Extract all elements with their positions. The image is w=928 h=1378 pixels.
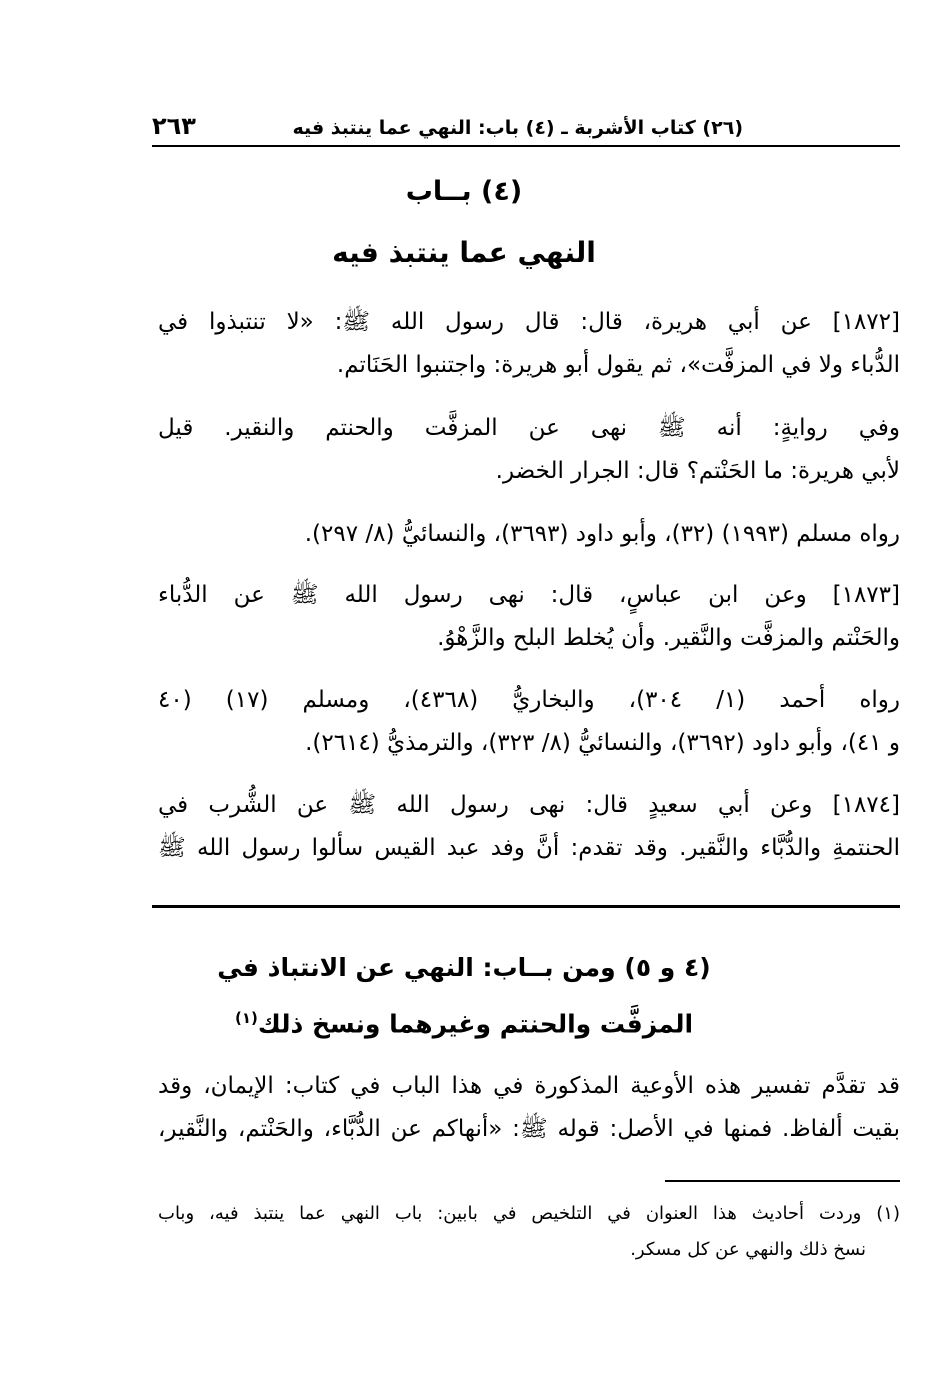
hadith-1873-line-2: والحَنْتم والمزفَّت والنَّقير. وأن يُخلط البلح والزَّهْوُ. <box>437 625 900 651</box>
footnote-reference: (١) <box>234 1009 258 1027</box>
hadith-1873-source-line-1: رواه أحمد (١/ ٣٠٤)، والبخاريُّ (٤٣٦٨)، ومسلم (١٧) (٤٠ <box>158 687 900 713</box>
commentary-heading-text: المزفَّت والحنتم وغيرهما ونسخ ذلك <box>257 1009 694 1039</box>
footnote-line-1: (١) وردت أحاديث هذا العنوان في التلخيص في بابين: باب النهي عما ينتبذ فيه، وباب <box>158 1203 900 1224</box>
commentary-line-1: قد تقدَّم تفسير هذه الأوعية المذكورة في هذا الباب في كتاب: الإيمان، وقد <box>158 1073 900 1099</box>
footnote-rule <box>665 1180 900 1182</box>
page-number: ٢٦٣ <box>152 112 196 140</box>
hadith-1872-variant-line-1: وفي روايةٍ: أنه ﷺ نهى عن المزفَّت والحنتم والنقير. قيل <box>158 415 900 441</box>
footnote-line-2: نسخ ذلك والنهي عن كل مسكر. <box>630 1239 866 1260</box>
commentary-heading-line-2 <box>0 998 928 1044</box>
hadith-1872-source: رواه مسلم (١٩٩٣) (٣٢)، وأبو داود (٣٦٩٣)، والنسائيُّ (٨/ ٢٩٧). <box>304 521 900 547</box>
hadith-1874-line-1: [١٨٧٤] وعن أبي سعيدٍ قال: نهى رسول الله ﷺ عن الشُّرب في <box>158 792 900 818</box>
hadith-1872-line-2: الدُّباء ولا في المزفَّت»، ثم يقول أبو هريرة: واجتنبوا الحَنَاتم. <box>336 352 900 378</box>
hadith-1873-line-1: [١٨٧٣] وعن ابن عباسٍ، قال: نهى رسول الله ﷺ عن الدُّباء <box>158 582 900 608</box>
chapter-label: (٤) بــاب <box>405 176 523 207</box>
hadith-1873-source-line-2: و ٤١)، وأبو داود (٣٦٩٢)، والنسائيُّ (٨/ ٣٢٣)، والترمذيُّ (٢٦١٤). <box>305 730 900 756</box>
header-rule <box>152 145 900 147</box>
hadith-1872-line-1: [١٨٧٢] عن أبي هريرة، قال: قال رسول الله ﷺ: «لا تنتبذوا في <box>158 309 900 335</box>
hadith-1872-variant-line-2: لأبي هريرة: ما الحَنْتم؟ قال: الجرار الخضر. <box>495 458 900 484</box>
running-header-title: (٢٦) كتاب الأشربة ـ (٤) باب: النهي عما ينتبذ فيه <box>292 117 743 139</box>
chapter-title: النهي عما ينتبذ فيه <box>332 236 596 269</box>
commentary-line-2: بقيت ألفاظ. فمنها في الأصل: قوله ﷺ: «أنهاكم عن الدُّبَّاء، والحَنْتم، والنَّقير، <box>158 1116 900 1142</box>
commentary-heading-line-1: (٤ و ٥) ومن بــاب: النهي عن الانتباذ في <box>217 953 711 982</box>
section-rule <box>152 905 900 908</box>
hadith-1874-line-2: الحنتمةِ والدُّبَّاء والنَّقير. وقد تقدم: أنَّ وفد عبد القيس سألوا رسول الله ﷺ <box>158 835 900 861</box>
